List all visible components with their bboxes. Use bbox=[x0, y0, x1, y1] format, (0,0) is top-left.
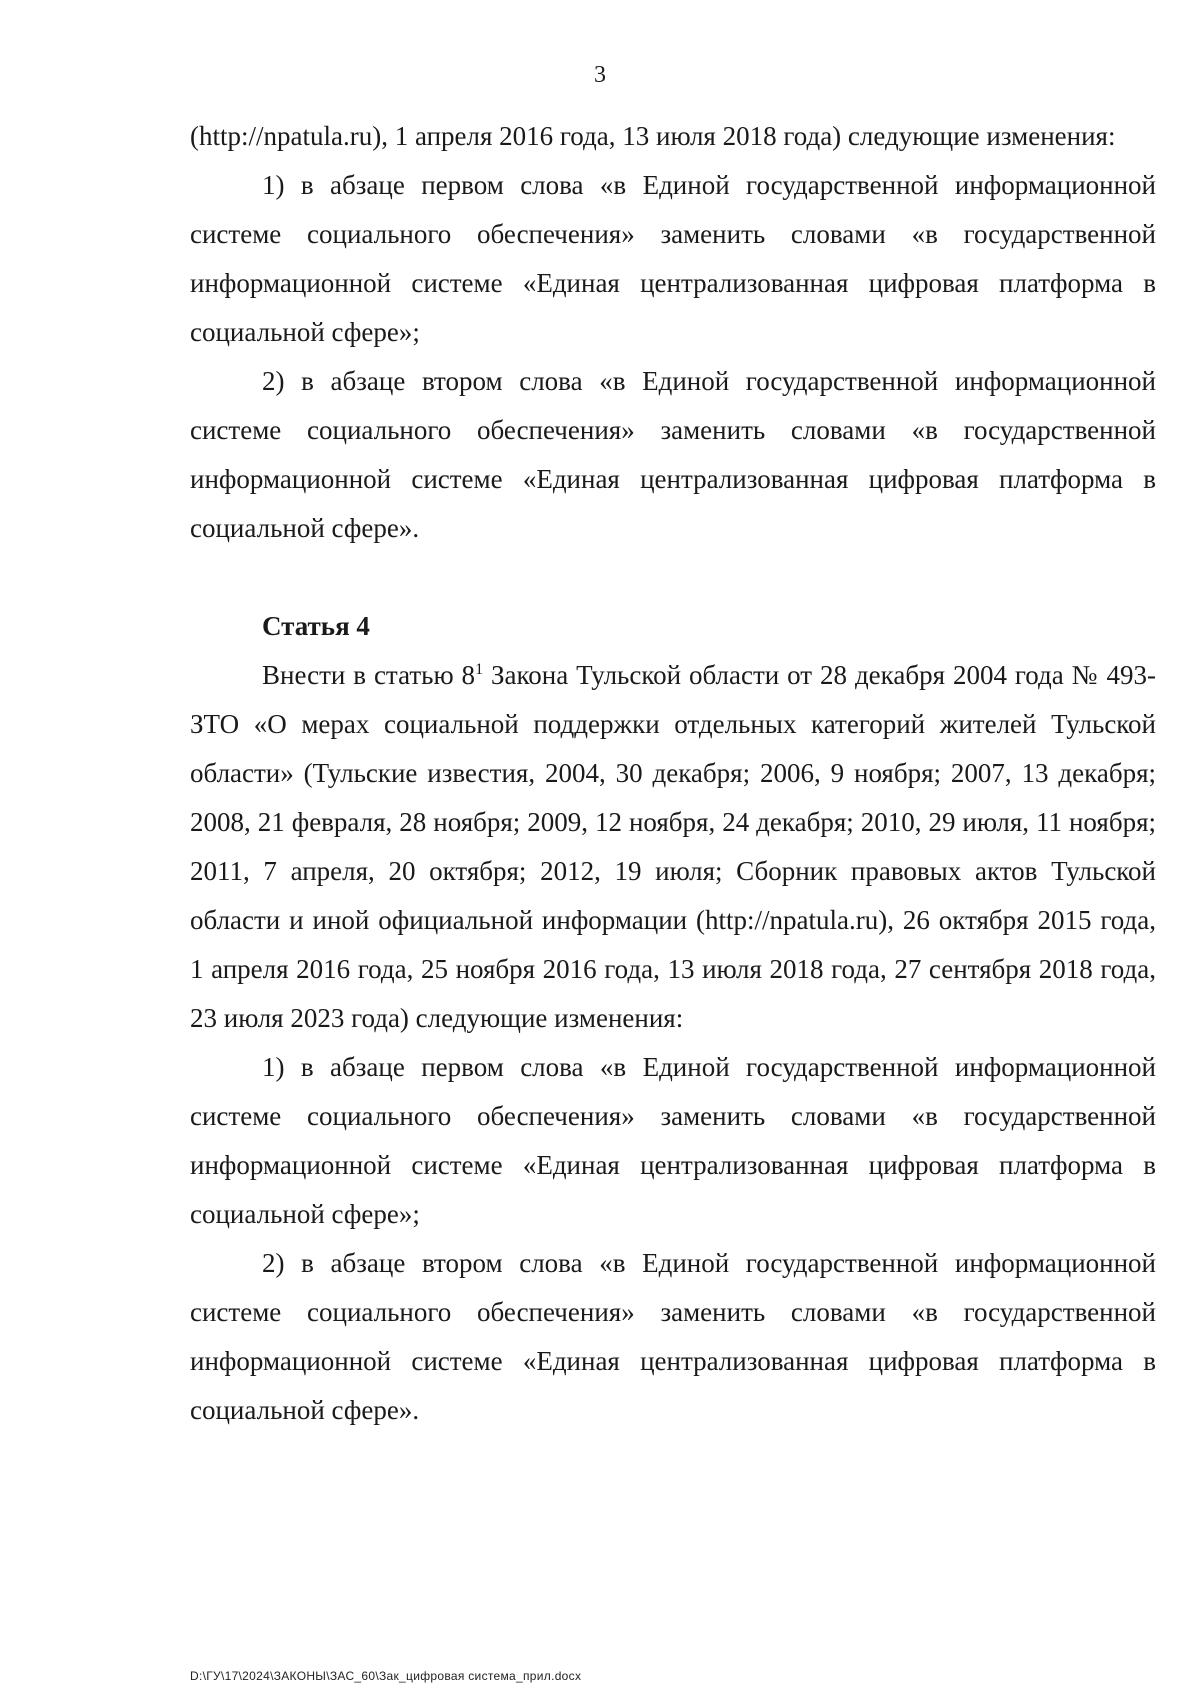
file-path-footer: D:\ГУ\17\2024\ЗАКОНЫ\ЗАС_60\Зак_цифровая система_прил.docx bbox=[190, 1669, 582, 1683]
page-number: 3 bbox=[594, 62, 606, 88]
article-intro-paragraph bbox=[190, 651, 1156, 1043]
article-intro-prefix: Внести в статью 8 bbox=[262, 660, 476, 690]
article-item-2: 2) в абзаце втором слова «в Единой государственной информационной системе социального обеспечения» заменить словами «в государственной информационной системе «Единая централизованная цифровая платформа в социальной сфере». bbox=[190, 1248, 1156, 1425]
paragraph-continuation: (http://npatula.ru), 1 апреля 2016 года, 13 июля 2018 года) следующие изменения: bbox=[190, 121, 1116, 151]
article-intro-text: Закона Тульской области от 28 декабря 2004 года № 493-ЗТО «О мерах социальной поддержки отдельных категорий жителей Тульской области» (Тульские известия, 2004, 30 декабря; 2006, 9 ноября; 2007, 13 декабря; 2008, 21 февраля, 28 ноября; 2009, 12 ноября, 24 декабря; 2010, 29 июля, 11 ноября; 2011, 7 апреля, 20 октября; 2012, 19 июля; Сборник правовых актов Тульской области и иной официальной информации (http://npatula.ru), 26 октября 2015 года, 1 апреля 2016 года, 25 ноября 2016 года, 13 июля 2018 года, 27 сентября 2018 года, 23 июля 2023 года) следующие изменения: bbox=[190, 660, 1156, 1033]
article-number-superscript: 1 bbox=[475, 661, 484, 678]
paragraph-item-1: 1) в абзаце первом слова «в Единой государственной информационной системе социального обеспечения» заменить словами «в государственной информационной системе «Единая централизованная цифровая платформа в социальной сфере»; bbox=[190, 170, 1156, 347]
article-item-1: 1) в абзаце первом слова «в Единой государственной информационной системе социального обеспечения» заменить словами «в государственной информационной системе «Единая централизованная цифровая платформа в социальной сфере»; bbox=[190, 1052, 1156, 1229]
article-heading: Статья 4 bbox=[262, 611, 370, 641]
document-body bbox=[190, 112, 1156, 1435]
paragraph-item-2: 2) в абзаце втором слова «в Единой государственной информационной системе социального обеспечения» заменить словами «в государственной информационной системе «Единая централизованная цифровая платформа в социальной сфере». bbox=[190, 366, 1156, 543]
